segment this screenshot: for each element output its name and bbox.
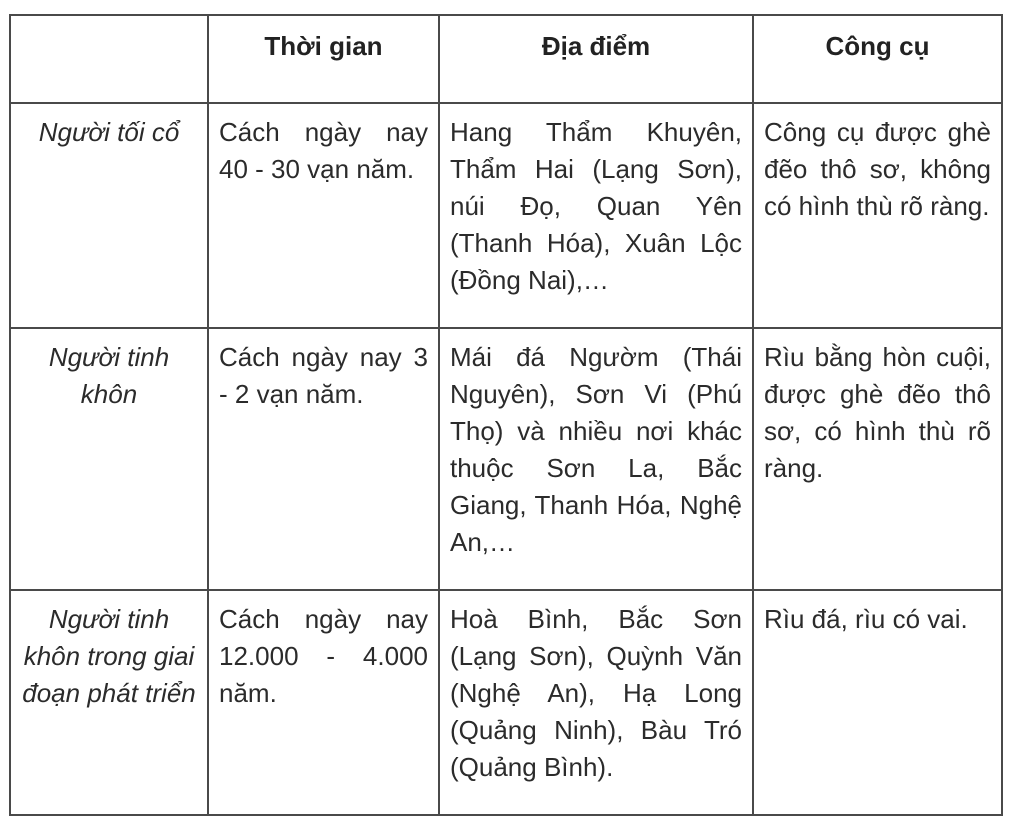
table-header-row bbox=[10, 15, 1002, 103]
header-cell-empty bbox=[10, 15, 208, 103]
time-cell: Cách ngày nay 12.000 - 4.000 năm. bbox=[208, 590, 439, 815]
tools-cell: Rìu đá, rìu có vai. bbox=[753, 590, 1002, 815]
tools-cell: Công cụ được ghè đẽo thô sơ, không có hình thù rõ ràng. bbox=[753, 103, 1002, 328]
row-label-cell: Người tối cổ bbox=[10, 103, 208, 328]
place-cell: Hang Thẩm Khuyên, Thẩm Hai (Lạng Sơn), núi Đọ, Quan Yên (Thanh Hóa), Xuân Lộc (Đồng Nai),… bbox=[439, 103, 753, 328]
header-cell-time: Thời gian bbox=[208, 15, 439, 103]
table-row bbox=[10, 103, 1002, 328]
time-cell: Cách ngày nay 3 - 2 vạn năm. bbox=[208, 328, 439, 590]
row-label-cell: Người tinh khôn bbox=[10, 328, 208, 590]
row-label-cell: Người tinh khôn trong giai đoạn phát triển bbox=[10, 590, 208, 815]
time-cell: Cách ngày nay 40 - 30 vạn năm. bbox=[208, 103, 439, 328]
table-row bbox=[10, 328, 1002, 590]
table-row bbox=[10, 590, 1002, 815]
comparison-table bbox=[9, 14, 1003, 816]
tools-cell: Rìu bằng hòn cuội, được ghè đẽo thô sơ, có hình thù rõ ràng. bbox=[753, 328, 1002, 590]
place-cell: Hoà Bình, Bắc Sơn (Lạng Sơn), Quỳnh Văn (Nghệ An), Hạ Long (Quảng Ninh), Bàu Tró (Quảng Bình). bbox=[439, 590, 753, 815]
place-cell: Mái đá Ngườm (Thái Nguyên), Sơn Vi (Phú Thọ) và nhiều nơi khác thuộc Sơn La, Bắc Giang, Thanh Hóa, Nghệ An,… bbox=[439, 328, 753, 590]
header-cell-place: Địa điểm bbox=[439, 15, 753, 103]
header-cell-tools: Công cụ bbox=[753, 15, 1002, 103]
